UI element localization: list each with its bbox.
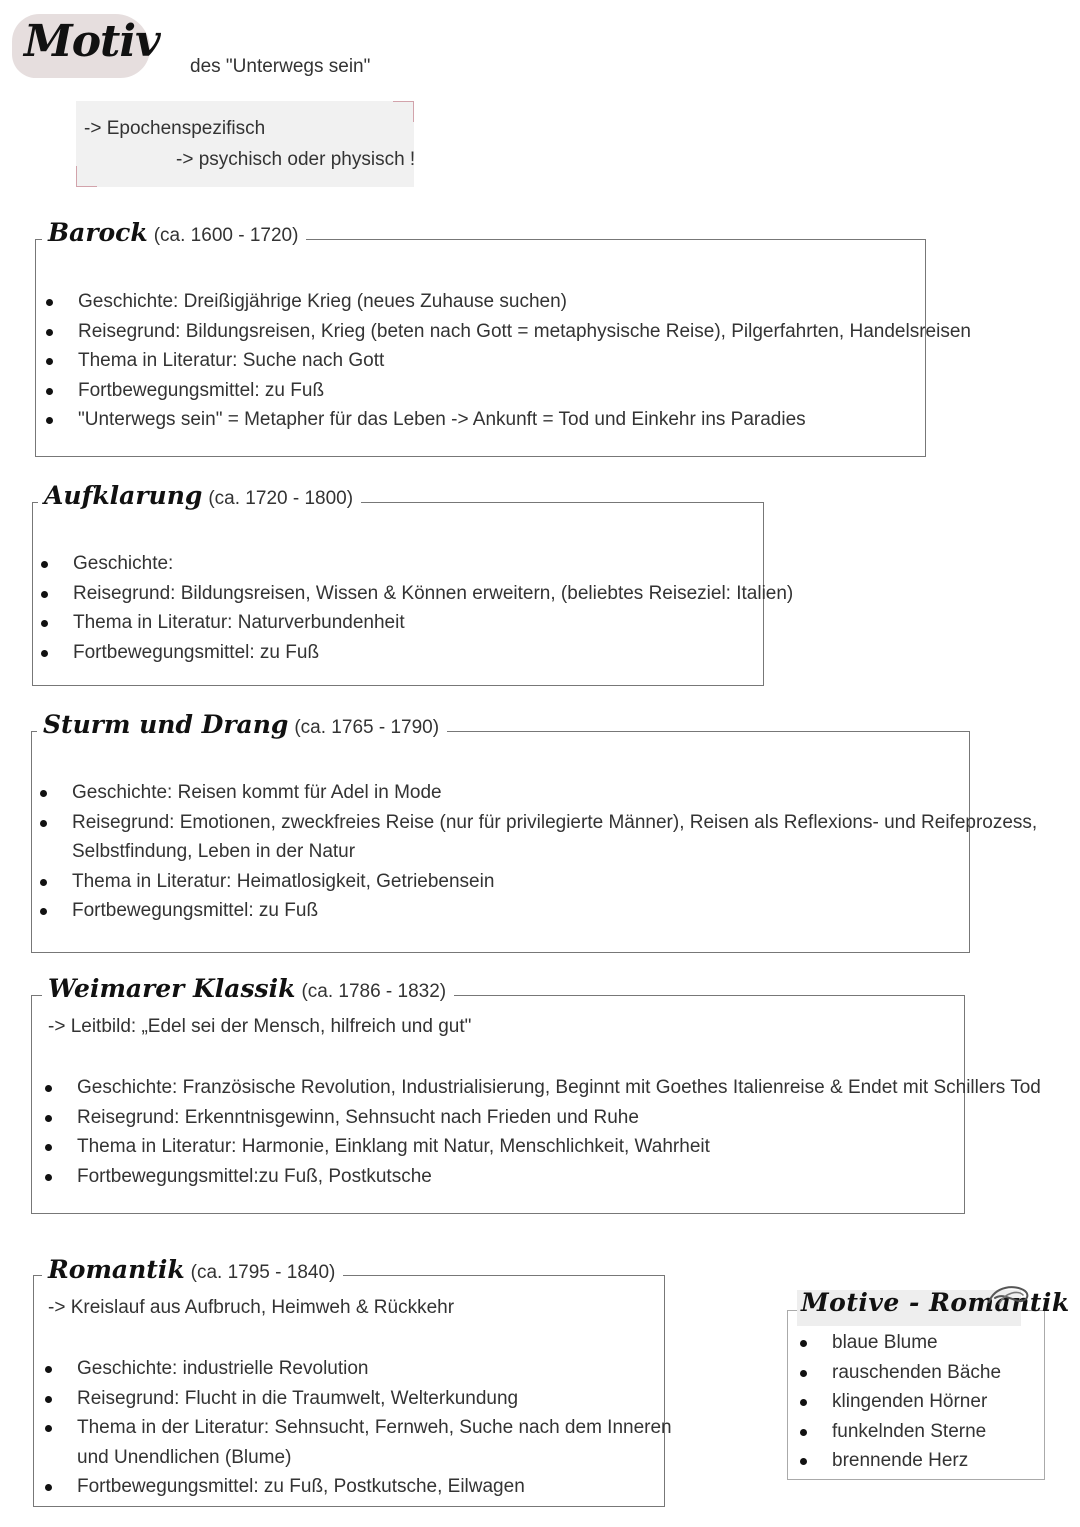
list-item: funkelnden Sterne — [794, 1417, 1001, 1447]
list-item: Reisegrund: Emotionen, zweckfreies Reise (nur für privilegierte Männer), Reisen als Reflexions- und Reifeprozess, — [34, 808, 1037, 838]
bullet-list — [39, 1354, 672, 1502]
section-heading — [42, 218, 306, 247]
section-heading — [42, 974, 454, 1003]
list-item: Reisegrund: Flucht in die Traumwelt, Welterkundung — [39, 1384, 672, 1414]
list-item: Fortbewegungsmittel: zu Fuß — [35, 638, 793, 668]
bullet-list — [35, 549, 793, 667]
bullet-list — [34, 778, 1037, 926]
list-item: brennende Herz — [794, 1446, 1001, 1476]
list-item: Thema in Literatur: Suche nach Gott — [40, 346, 971, 376]
list-item: Geschichte: Dreißigjährige Krieg (neues Zuhause suchen) — [40, 287, 971, 317]
list-item: blaue Blume — [794, 1328, 1001, 1358]
list-item: Fortbewegungsmittel: zu Fuß, Postkutsche, Eilwagen — [39, 1472, 672, 1502]
era-years: (ca. 1795 - 1840) — [190, 1262, 336, 1283]
era-name: Aufklarung — [44, 481, 203, 510]
note-corner-top-right — [393, 101, 414, 122]
list-item: Reisegrund: Bildungsreisen, Krieg (beten nach Gott = metaphysische Reise), Pilgerfahrten, Handelsreisen — [40, 317, 971, 347]
list-item-continuation: Selbstfindung, Leben in der Natur — [72, 841, 356, 863]
era-years: (ca. 1720 - 1800) — [208, 488, 354, 509]
list-item: Fortbewegungsmittel: zu Fuß — [40, 376, 971, 406]
page-title: Motiv — [24, 16, 160, 67]
page-subtitle: des "Unterwegs sein" — [190, 56, 371, 77]
list-item: Fortbewegungsmittel: zu Fuß — [34, 896, 1037, 926]
bullet-list — [40, 287, 971, 435]
section-heading — [37, 710, 447, 739]
note-box — [76, 101, 414, 187]
list-item-continuation: und Unendlichen (Blume) — [77, 1446, 292, 1468]
list-item: rauschenden Bäche — [794, 1358, 1001, 1388]
list-item: Geschichte: — [35, 549, 793, 579]
motive-list — [794, 1328, 1001, 1476]
paperclip-icon — [985, 1282, 1031, 1308]
era-name: Sturm und Drang — [43, 710, 289, 739]
list-item: "Unterwegs sein" = Metapher für das Leben -> Ankunft = Tod und Einkehr ins Paradies — [40, 405, 971, 435]
bullet-list — [39, 1073, 1041, 1191]
list-item: klingenden Hörner — [794, 1387, 1001, 1417]
list-item: Reisegrund: Erkenntnisgewinn, Sehnsucht nach Frieden und Ruhe — [39, 1103, 1041, 1133]
section-heading — [42, 1255, 343, 1284]
era-years: (ca. 1786 - 1832) — [301, 981, 447, 1002]
list-item: Geschichte: industrielle Revolution — [39, 1354, 672, 1384]
section-intro: -> Leitbild: „Edel sei der Mensch, hilfreich und gut" — [48, 1016, 472, 1037]
note-line: -> psychisch oder physisch ! — [176, 149, 416, 170]
note-corner-bottom-left — [76, 166, 97, 187]
list-item: Reisegrund: Bildungsreisen, Wissen & Können erweitern, (beliebtes Reiseziel: Italien) — [35, 579, 793, 609]
era-years: (ca. 1600 - 1720) — [153, 225, 299, 246]
section-intro: -> Kreislauf aus Aufbruch, Heimweh & Rückkehr — [48, 1297, 455, 1318]
motive-title: Motive - Romantik — [801, 1288, 1070, 1317]
list-item: Fortbewegungsmittel:zu Fuß, Postkutsche — [39, 1162, 1041, 1192]
era-years: (ca. 1765 - 1790) — [294, 717, 440, 738]
list-item: Thema in Literatur: Naturverbundenheit — [35, 608, 793, 638]
list-item: Thema in Literatur: Harmonie, Einklang mit Natur, Menschlichkeit, Wahrheit — [39, 1132, 1041, 1162]
list-item: Thema in Literatur: Heimatlosigkeit, Getriebensein — [34, 867, 1037, 897]
list-item: Thema in der Literatur: Sehnsucht, Fernweh, Suche nach dem Inneren — [39, 1413, 672, 1443]
era-name: Barock — [48, 218, 148, 247]
era-name: Romantik — [48, 1255, 185, 1284]
list-item: Geschichte: Französische Revolution, Industrialisierung, Beginnt mit Goethes Italienreise & Endet mit Schillers Tod — [39, 1073, 1041, 1103]
section-heading — [38, 481, 361, 510]
note-line: -> Epochenspezifisch — [84, 118, 266, 139]
list-item: Geschichte: Reisen kommt für Adel in Mode — [34, 778, 1037, 808]
era-name: Weimarer Klassik — [48, 974, 296, 1003]
